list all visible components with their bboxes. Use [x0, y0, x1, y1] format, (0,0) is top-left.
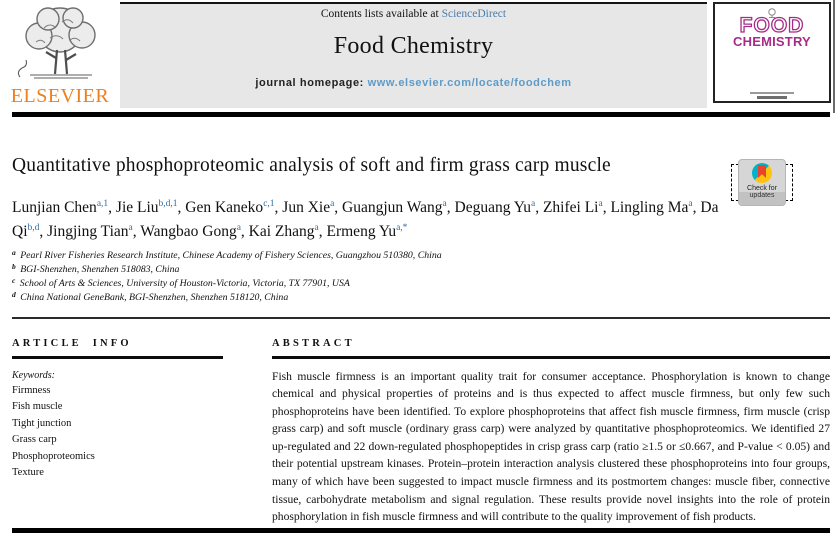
affiliation-superscript: a — [12, 247, 16, 257]
sciencedirect-link[interactable]: ScienceDirect — [441, 8, 507, 20]
keyword-item: Grass carp — [12, 434, 57, 445]
abstract-rule — [272, 356, 830, 359]
contents-line-text: Contents lists available at — [320, 8, 439, 20]
elsevier-logo[interactable] — [4, 4, 116, 108]
author-affiliation-superscript: a — [598, 199, 603, 209]
affiliation-item: $^d$ China National GeneBank, BGI-Shenzhen, Shenzhen 518120, China — [12, 289, 289, 303]
affiliation-superscript: b — [12, 261, 16, 271]
author-affiliation-superscript: a — [531, 199, 536, 209]
author-affiliation-superscript: a — [330, 199, 335, 209]
author-name: Guangjun Wang — [342, 199, 443, 216]
homepage-label: journal homepage: — [255, 77, 364, 89]
author-affiliation-superscript: a — [314, 223, 319, 233]
bookmark-icon — [758, 165, 766, 178]
author-name: Wangbao Gong — [140, 223, 237, 240]
author-affiliation-superscript: b,d — [27, 223, 40, 233]
crossmark-icon — [752, 163, 772, 183]
author-affiliation-superscript: a,* — [396, 223, 408, 233]
article-title: Quantitative phosphoproteomic analysis of soft and firm grass carp muscle — [12, 155, 611, 176]
page-edge-line — [833, 0, 835, 113]
abstract-text: Fish muscle firmness is an important quality trait for consumer acceptance. Phosphorylation is known to change chemical and physical properties of proteins and is thus expected to affect muscle firmness, but only few such phosphoproteins have been identified. To explore phosphoproteins that affect fish muscle firmness, firm muscle (crisp grass carp) and soft muscle (ordinary grass carp) were analyzed by quantitative phosphoproteomics. We identified 27 up-regulated and 22 down-regulated phosphopeptides in crisp grass carp (ratio ≥1.5 or ≤0.667, and P-value < 0.05) and their potential upstream kinases. Protein–protein interaction analysis clustered these phosphoproteins into four groups, many of which have been suggested to impact muscle firmness and its postmortem changes: muscle fiber, connective tissue, carbohydrate metabolism and signal regulation. These results provide novel insights into the role of protein phosphorylation in fish muscle firmness and will contribute to the quality improvement of fish products. — [272, 369, 830, 524]
crossmark-badge[interactable] — [738, 159, 786, 206]
author-name: Lingling Ma — [610, 199, 689, 216]
affiliation-superscript: c — [12, 275, 16, 285]
author-name: Ermeng Yu — [326, 223, 397, 240]
article-info-rule — [12, 356, 223, 359]
journal-homepage-link[interactable]: www.elsevier.com/locate/foodchem — [367, 77, 572, 89]
author-name: Jie Liu — [115, 199, 159, 216]
section-divider-rule — [12, 317, 830, 319]
author-name: Jingjing Tian — [47, 223, 129, 240]
cover-small-print-2 — [757, 96, 787, 99]
author-name: Lunjian Chen — [12, 199, 97, 216]
journal-title: Food Chemistry — [333, 33, 494, 59]
cover-small-print — [750, 92, 794, 94]
abstract-section — [272, 338, 830, 526]
badge-check-for-label: Check for — [747, 185, 777, 192]
author-name: Jun Xie — [282, 199, 331, 216]
author-name: Gen Kaneko — [185, 199, 264, 216]
keywords-list — [12, 383, 237, 482]
affiliation-superscript: d — [12, 289, 16, 299]
cover-chemistry-wordmark: CHEMISTRY — [733, 34, 811, 49]
author-name: Zhifei Li — [542, 199, 599, 216]
article-info-heading: ARTICLE INFO — [12, 338, 132, 349]
author-list: Lunjian Chen$^{a,1}$, Jie Liu$^{b,d,1}$, Gen Kaneko$^{c,1}$, Jun Xie$^a$, Guangjun Wang$^a$, Deguang Yu$^a$, Zhifei Li$^a$, Lingling Ma$^a$, Da Qi$^{b,d}$, Jingjing Tian$^a$, Wangbao Gong$^a$, Kai Zhang$^a$, Ermeng $Yu^{a,*}$ — [12, 199, 719, 240]
author-affiliation-superscript: c,1 — [263, 199, 275, 209]
author-affiliation-superscript: a — [442, 199, 447, 209]
author-affiliation-superscript: a,1 — [96, 199, 109, 209]
elsevier-tree-icon — [10, 69, 110, 86]
affiliation-item: $^c$ School of Arts & Sciences, University of Houston-Victoria, Victoria, TX 77901, USA — [12, 275, 350, 289]
affiliation-list — [12, 249, 712, 305]
keyword-item: Texture — [12, 467, 44, 478]
elsevier-wordmark: ELSEVIER — [10, 85, 110, 107]
check-for-updates-badge[interactable] — [731, 159, 795, 211]
article-info-section — [12, 338, 237, 482]
affiliation-item: $^a$ Pearl River Fisheries Research Institute, Chinese Academy of Fishery Sciences, Guangzhou 510380, China — [12, 247, 442, 261]
author-affiliation-superscript: b,d,1 — [158, 199, 178, 209]
abstract-heading: ABSTRACT — [272, 338, 355, 349]
author-affiliation-superscript: a — [236, 223, 241, 233]
header-divider-bar — [12, 112, 830, 117]
keyword-item: Firmness — [12, 384, 51, 396]
badge-updates-label: updates — [739, 192, 785, 205]
journal-banner — [120, 2, 707, 108]
author-name: Deguang Yu — [454, 199, 531, 216]
keywords-label: Keywords: — [12, 369, 55, 381]
keyword-item: Fish muscle — [12, 401, 63, 412]
author-affiliation-superscript: a — [688, 199, 693, 209]
contents-line — [120, 8, 707, 20]
journal-homepage-line — [120, 77, 707, 89]
journal-cover-thumbnail[interactable] — [713, 2, 831, 103]
author-name: Da Qi — [12, 199, 719, 240]
affiliation-item: $^b$ BGI-Shenzhen, Shenzhen 518083, China — [12, 261, 180, 275]
cover-food-wordmark: FOOD — [739, 14, 805, 37]
keyword-item: Phosphoproteomics — [12, 450, 95, 462]
author-name: Kai Zhang — [248, 223, 315, 240]
author-affiliation-superscript: a — [128, 223, 133, 233]
keyword-item: Tight junction — [12, 417, 72, 429]
footer-bar — [12, 528, 830, 533]
